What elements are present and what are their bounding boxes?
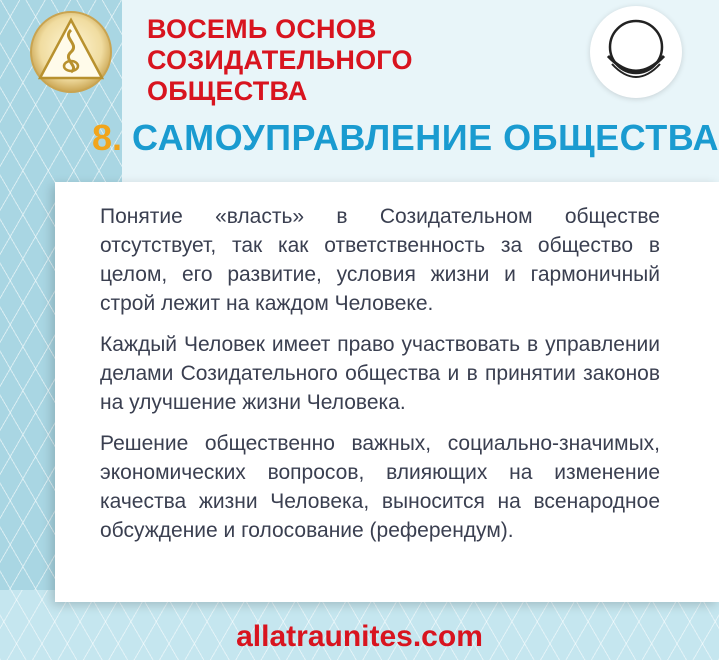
content-text <box>100 202 660 557</box>
content-card <box>55 182 719 602</box>
website-link[interactable]: allatraunites.com <box>236 620 483 653</box>
allatra-logo-icon <box>22 8 120 94</box>
section-title: САМОУПРАВЛЕНИЕ ОБЩЕСТВА <box>132 117 719 158</box>
section-heading <box>92 116 719 160</box>
section-number: 8. <box>92 117 123 158</box>
paragraph-1: Понятие «власть» в Созидательном обществе отсутствует, так как ответственность за общество в целом, его развитие, условия жизни и гармоничный строй лежит на каждом Человеке. <box>100 205 660 315</box>
paragraph-3: Решение общественно важных, социально-значимых, экономических вопросов, влияющих на изменение качества жизни Человека, выносится на всенародное обсуждение и голосование (референдум). <box>100 432 660 542</box>
moon-bowl-icon <box>590 6 682 98</box>
header-title-line-1: ВОСЕМЬ ОСНОВ <box>147 14 377 44</box>
header-title <box>147 14 577 107</box>
paragraph-2: Каждый Человек имеет право участвовать в управлении делами Созидательного общества и в принятии законов на улучшение жизни Человека. <box>100 333 660 414</box>
header-title-line-2: СОЗИДАТЕЛЬНОГО ОБЩЕСТВА <box>147 45 413 106</box>
